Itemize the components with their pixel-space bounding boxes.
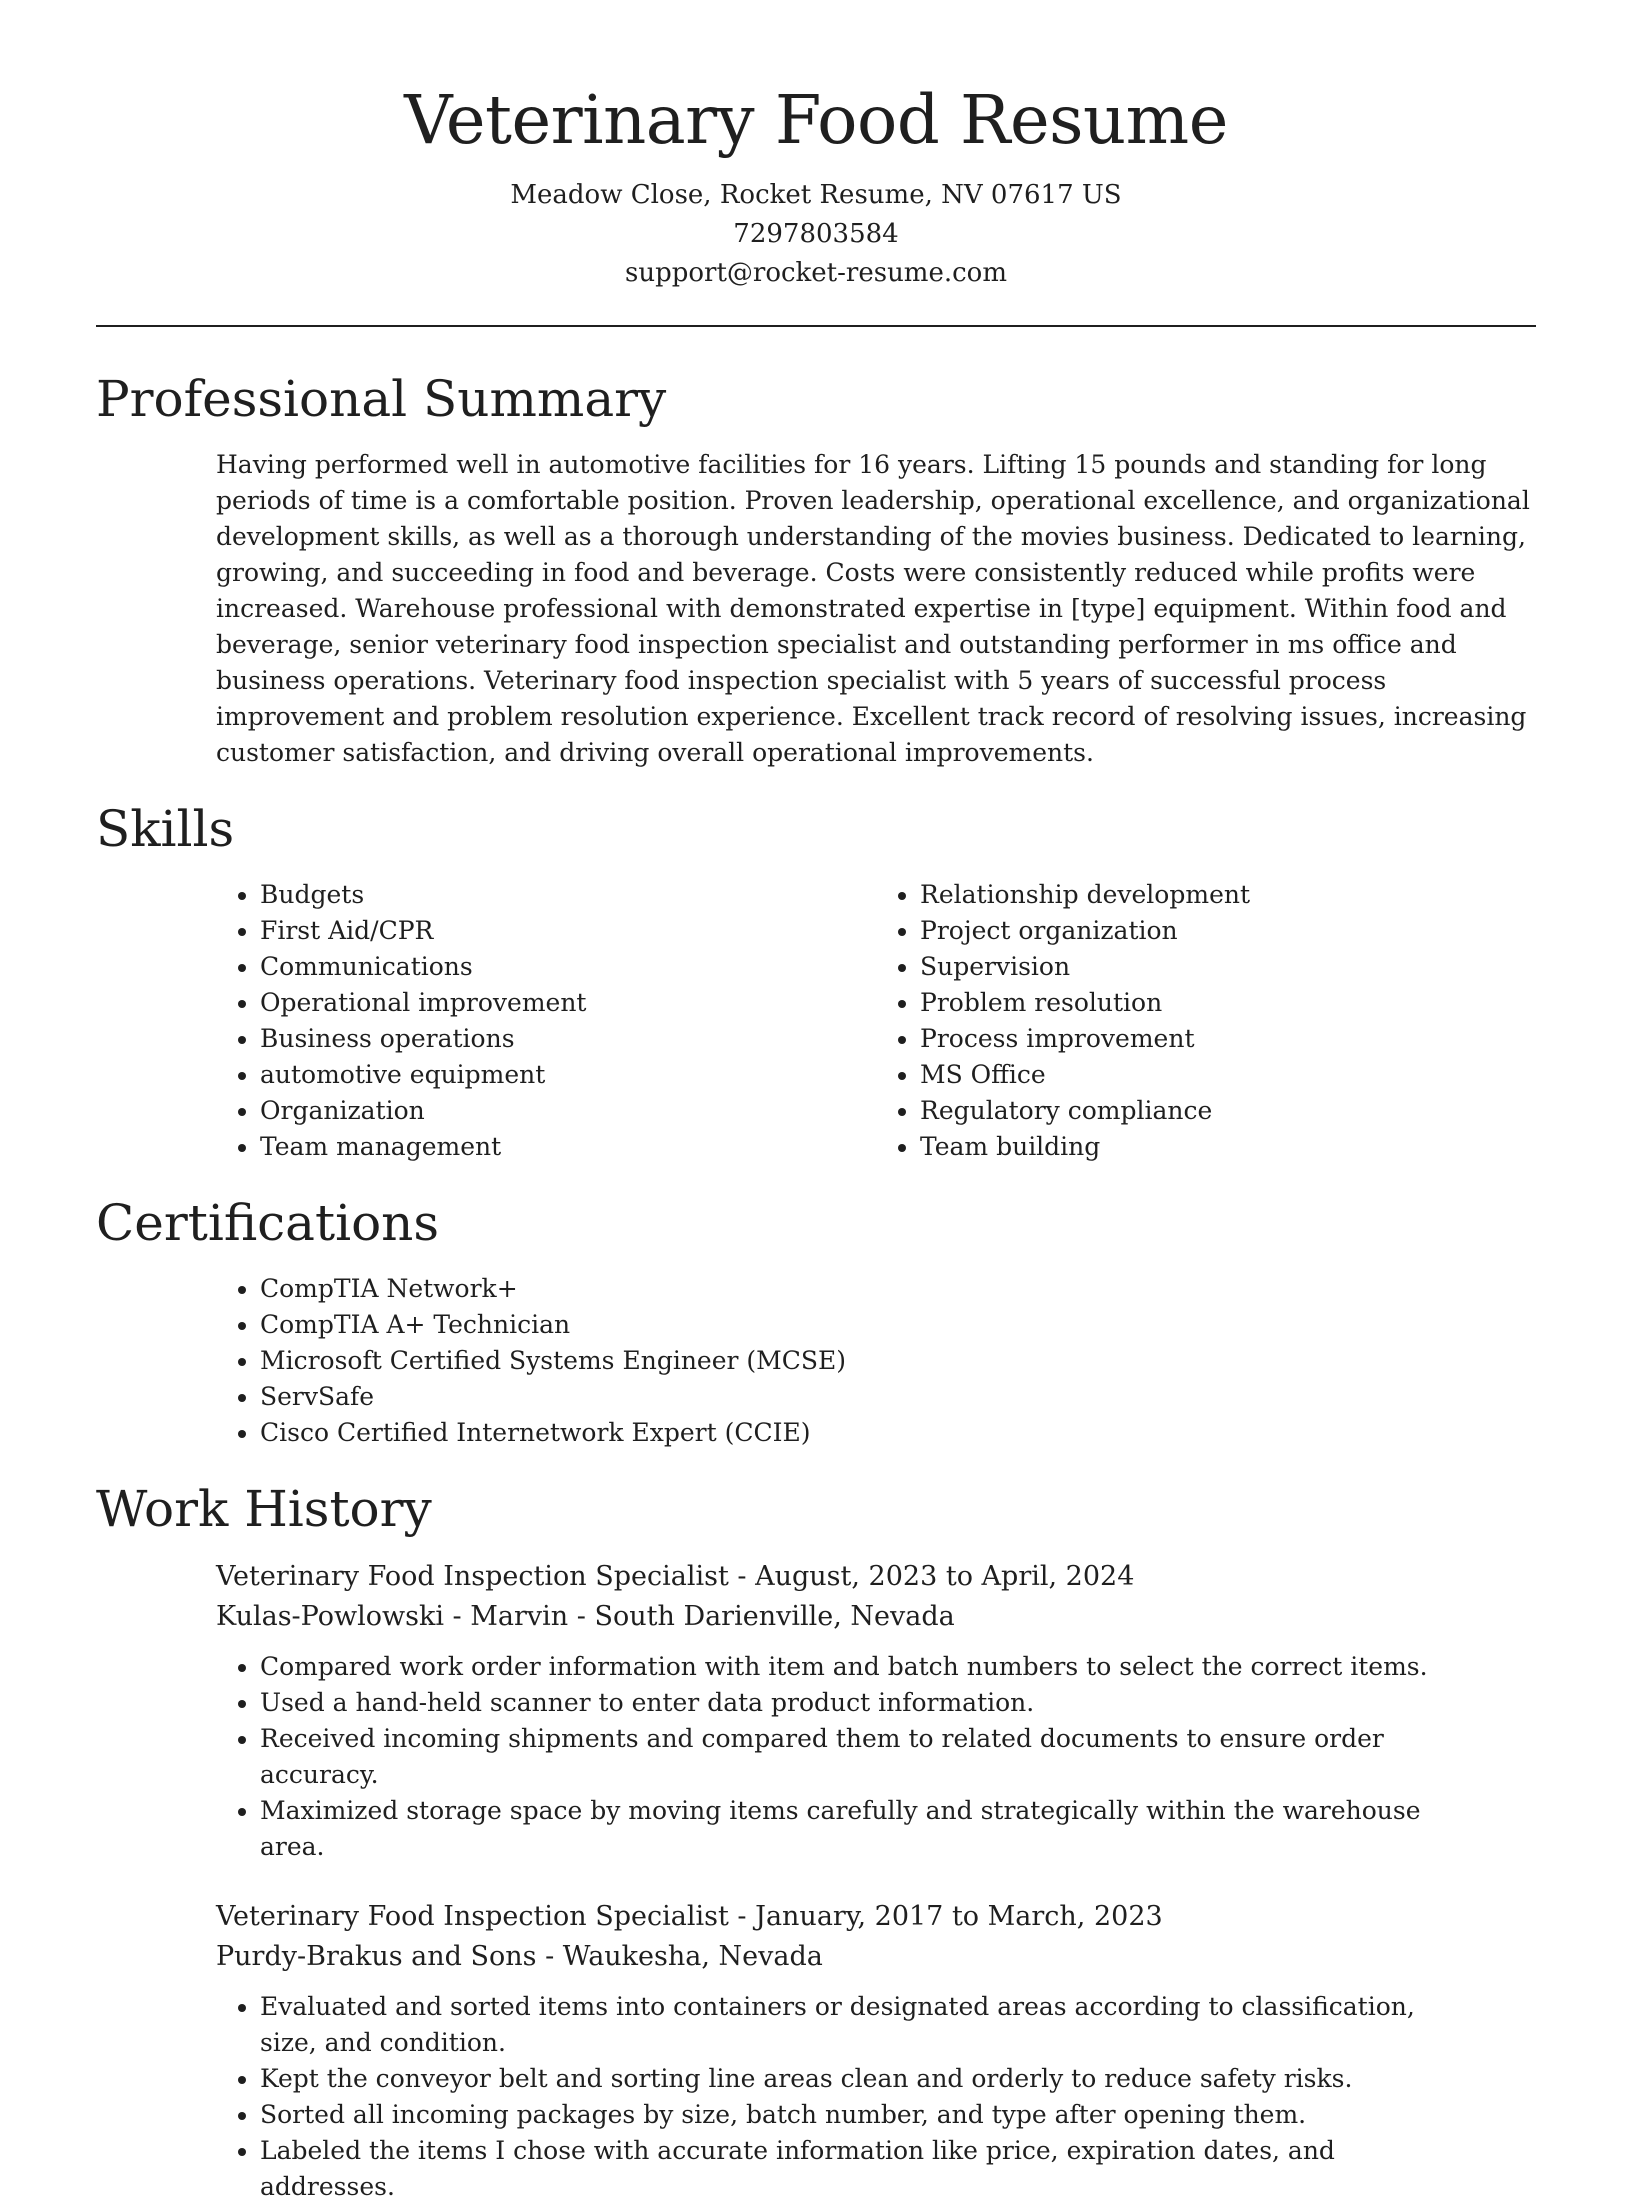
skill-item: • Budgets [260, 877, 876, 913]
resume-page [96, 0, 1536, 2205]
skill-item: • automotive equipment [260, 1057, 876, 1093]
certification-item: • CompTIA A+ Technician [260, 1307, 1536, 1343]
resume-header [96, 0, 1536, 293]
skills-right-list [876, 877, 1536, 1165]
certification-item: • ServSafe [260, 1379, 1536, 1415]
skill-item: • Supervision [920, 949, 1536, 985]
resume-title: Veterinary Food Resume [404, 81, 1228, 159]
job-duty-item: • Used a hand-held scanner to enter data product information. [260, 1685, 1476, 1721]
header-divider [96, 325, 1536, 327]
job-duty-item: • Received incoming shipments and compared them to related documents to ensure order accuracy. [260, 1721, 1476, 1793]
summary-heading: Professional Summary [96, 369, 667, 428]
certification-item: • Microsoft Certified Systems Engineer (MCSE) [260, 1343, 1536, 1379]
job-title-line: Veterinary Food Inspection Specialist - January, 2017 to March, 2023 [216, 1900, 1163, 1932]
email-text: support@rocket-resume.com [624, 257, 1007, 288]
certifications-heading: Certifications [96, 1193, 440, 1252]
skill-item: • Relationship development [920, 877, 1536, 913]
skill-item: • Operational improvement [260, 985, 876, 1021]
job-duty-item: • Labeled the items I chose with accurate information like price, expiration dates, and addresses. [260, 2133, 1476, 2205]
skill-item: • First Aid/CPR [260, 913, 876, 949]
skill-item: • Problem resolution [920, 985, 1536, 1021]
skill-item: • Regulatory compliance [920, 1093, 1536, 1129]
skill-item: • Process improvement [920, 1021, 1536, 1057]
skill-item: • Organization [260, 1093, 876, 1129]
job-entry [216, 1557, 1536, 1865]
skill-item: • Communications [260, 949, 876, 985]
job-title-line: Veterinary Food Inspection Specialist - August, 2023 to April, 2024 [216, 1560, 1135, 1592]
skill-item: • Team building [920, 1129, 1536, 1165]
job-duty-item: • Maximized storage space by moving items carefully and strategically within the warehouse area. [260, 1793, 1476, 1865]
address-text: Meadow Close, Rocket Resume, NV 07617 US [510, 179, 1122, 210]
work-history-heading: Work History [96, 1479, 432, 1538]
skills-left-list [216, 877, 876, 1165]
job-company-line: Kulas-Powlowski - Marvin - South Darienville, Nevada [216, 1600, 955, 1632]
skills-grid [216, 877, 1536, 1165]
skill-item: • MS Office [920, 1057, 1536, 1093]
skill-item: • Team management [260, 1129, 876, 1165]
job-duty-item: • Sorted all incoming packages by size, batch number, and type after opening them. [260, 2097, 1476, 2133]
contact-block [96, 176, 1536, 293]
certification-item: • CompTIA Network+ [260, 1271, 1536, 1307]
job-duty-item: • Evaluated and sorted items into containers or designated areas according to classification, size, and condition. [260, 1989, 1476, 2061]
job-duties-list [216, 1989, 1476, 2205]
job-duty-item: • Compared work order information with item and batch numbers to select the correct items. [260, 1649, 1476, 1685]
phone-text: 7297803584 [733, 218, 899, 249]
job-company-line: Purdy-Brakus and Sons - Waukesha, Nevada [216, 1940, 823, 1972]
skill-item: • Project organization [920, 913, 1536, 949]
certification-item: • Cisco Certified Internetwork Expert (CCIE) [260, 1415, 1536, 1451]
skill-item: • Business operations [260, 1021, 876, 1057]
certifications-list [216, 1271, 1536, 1451]
job-entry [216, 1897, 1536, 2205]
job-duty-item: • Kept the conveyor belt and sorting line areas clean and orderly to reduce safety risks. [260, 2061, 1476, 2097]
summary-paragraph: Having performed well in automotive facilities for 16 years. Lifting 15 pounds and standing for long periods of time is a comfortable position. Proven leadership, operational excellence, and organizational development skills, as well as a thorough understanding of the movies business. Dedicated to learning, growing, and succeeding in food and beverage. Costs were consistently reduced while profits were increased. Warehouse professional with demonstrated expertise in [type] equipment. Within food and beverage, senior veterinary food inspection specialist and outstanding performer in ms office and business operations. Veterinary food inspection specialist with 5 years of successful process improvement and problem resolution experience. Excellent track record of resolving issues, increasing customer satisfaction, and driving overall operational improvements. [216, 449, 1530, 767]
skills-heading: Skills [96, 799, 235, 858]
job-duties-list [216, 1649, 1476, 1865]
